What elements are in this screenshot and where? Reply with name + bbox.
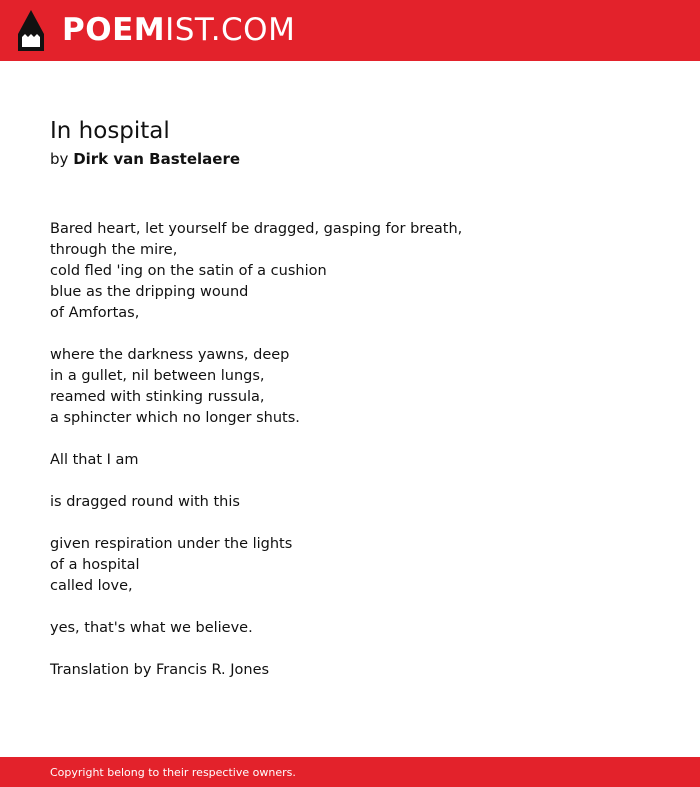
- stanza-break: [50, 429, 650, 450]
- poem-line: cold fled 'ing on the satin of a cushion: [50, 263, 327, 279]
- stanza-break: [50, 597, 650, 618]
- poem-line: where the darkness yawns, deep: [50, 347, 290, 363]
- poem-line: is dragged round with this: [50, 494, 240, 510]
- pencil-icon[interactable]: [18, 10, 44, 51]
- logo-text-light: IST.COM: [165, 12, 296, 48]
- logo-text-bold: POEM: [62, 12, 166, 48]
- site-header: [0, 0, 700, 61]
- poem-line: of a hospital: [50, 557, 140, 573]
- stanza-break: [50, 324, 650, 345]
- poem-line: yes, that's what we believe.: [50, 620, 253, 636]
- poem-line: through the mire,: [50, 242, 178, 258]
- stanza-break: [50, 513, 650, 534]
- copyright-notice: Copyright belong to their respective owners.: [50, 766, 296, 779]
- site-footer: [0, 757, 700, 787]
- poem-line: Bared heart, let yourself be dragged, gasping for breath,: [50, 221, 463, 237]
- poem-body: [50, 219, 650, 681]
- poem-line: All that I am: [50, 452, 139, 468]
- author-name: Dirk van Bastelaere: [73, 150, 241, 168]
- poem-title: In hospital: [50, 118, 170, 144]
- translation-credit: Translation by Francis R. Jones: [50, 662, 270, 678]
- poem-line: blue as the dripping wound: [50, 284, 249, 300]
- poem-line: in a gullet, nil between lungs,: [50, 368, 265, 384]
- poem-line: of Amfortas,: [50, 305, 140, 321]
- by-label: by: [50, 150, 69, 168]
- poem-byline: [50, 148, 240, 170]
- poem-line: given respiration under the lights: [50, 536, 293, 552]
- site-logo[interactable]: [62, 12, 295, 48]
- stanza-break: [50, 471, 650, 492]
- poem-line: a sphincter which no longer shuts.: [50, 410, 300, 426]
- stanza-break: [50, 639, 650, 660]
- poem-line: called love,: [50, 578, 133, 594]
- poem-line: reamed with stinking russula,: [50, 389, 265, 405]
